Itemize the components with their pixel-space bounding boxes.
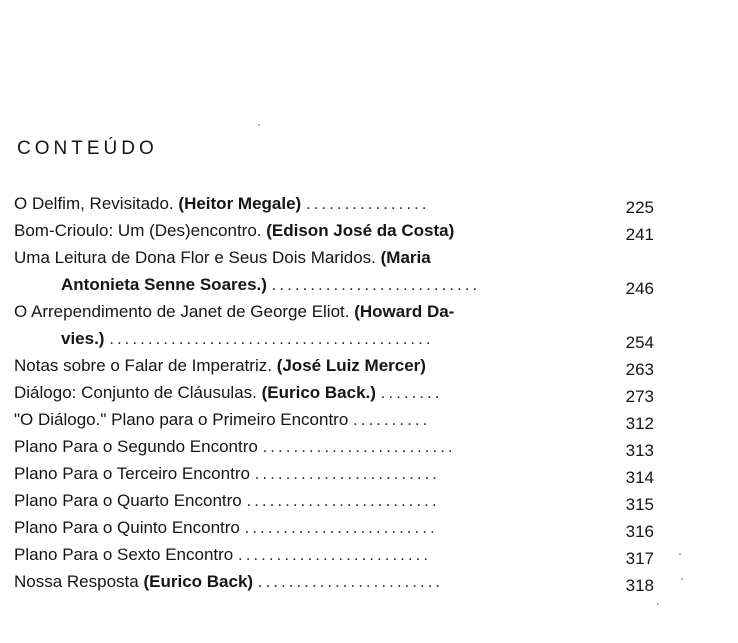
toc-entry (14, 460, 664, 487)
toc-entry (14, 190, 664, 217)
entry-title: Bom-Crioulo: Um (Des)encontro. (14, 221, 262, 240)
entry-page-number: 312 (625, 414, 654, 433)
entry-line (14, 487, 440, 514)
entry-page-number: 263 (625, 360, 654, 379)
entry-line (14, 568, 443, 595)
dot-leader: ........................... (271, 275, 481, 294)
toc-entry (14, 352, 664, 379)
dot-leader: .......................................... (109, 329, 434, 348)
entry-title: O Delfim, Revisitado. (14, 194, 174, 213)
entry-author-continued: Antonieta Senne Soares.) (61, 275, 267, 294)
entry-line (14, 352, 426, 379)
entry-page-number: 241 (625, 225, 654, 244)
entry-line (14, 406, 430, 433)
dot-leader: .......... (353, 410, 431, 429)
entry-page-number: 313 (625, 441, 654, 460)
entry-page-number: 246 (625, 279, 654, 298)
dot-leader: ................ (305, 194, 430, 213)
page-title: CONTEÚDO (17, 138, 158, 159)
entry-line (14, 244, 431, 271)
dot-leader: ......................... (262, 437, 456, 456)
scan-speck (657, 603, 659, 605)
entry-page-number: 314 (625, 468, 654, 487)
dot-leader: ......................... (244, 518, 438, 537)
toc-entry (14, 298, 664, 352)
entry-author: (José Luiz Mercer) (276, 356, 426, 375)
scan-speck (681, 578, 683, 580)
entry-line (14, 460, 440, 487)
entry-author: (Eurico Back.) (261, 383, 376, 402)
entry-line-continuation (61, 271, 480, 298)
toc-entry (14, 541, 664, 568)
entry-author: (Howard Da- (354, 302, 455, 321)
entry-author: (Maria (380, 248, 431, 267)
toc-entry (14, 244, 664, 298)
scan-speck (258, 124, 260, 126)
dot-leader: ........................ (257, 572, 444, 591)
entry-page-number: 273 (625, 387, 654, 406)
entry-page-number: 254 (625, 333, 654, 352)
toc-entry (14, 514, 664, 541)
entry-page-number: 317 (625, 549, 654, 568)
entry-line (14, 379, 442, 406)
entry-line (14, 298, 454, 325)
entry-line (14, 190, 430, 217)
entry-title: Notas sobre o Falar de Imperatriz. (14, 356, 272, 375)
entry-line-continuation (61, 325, 434, 352)
entry-page-number: 316 (625, 522, 654, 541)
entry-title: Plano Para o Quarto Encontro (14, 491, 242, 510)
entry-page-number: 318 (625, 576, 654, 595)
entry-author: (Eurico Back) (143, 572, 254, 591)
dot-leader: ......................... (237, 545, 432, 564)
entry-line (14, 433, 456, 460)
toc-entry (14, 217, 664, 244)
entry-author-continued: vies.) (61, 329, 105, 348)
entry-author: (Edison José da Costa) (266, 221, 455, 240)
entry-title: O Arrependimento de Janet de George Eliot. (14, 302, 350, 321)
entry-title: Diálogo: Conjunto de Cláusulas. (14, 383, 257, 402)
table-of-contents (14, 190, 664, 595)
entry-page-number: 315 (625, 495, 654, 514)
dot-leader: ........................ (254, 464, 441, 483)
toc-entry (14, 433, 664, 460)
toc-entry (14, 406, 664, 433)
toc-entry (14, 379, 664, 406)
entry-author: (Heitor Megale) (178, 194, 302, 213)
dot-leader: ......................... (246, 491, 440, 510)
entry-title: Uma Leitura de Dona Flor e Seus Dois Maridos. (14, 248, 376, 267)
entry-line (14, 541, 431, 568)
dot-leader: ........ (380, 383, 443, 402)
entry-line (14, 217, 454, 244)
toc-entry (14, 568, 664, 595)
entry-page-number: 225 (625, 198, 654, 217)
entry-line (14, 514, 438, 541)
toc-entry (14, 487, 664, 514)
entry-title: Plano Para o Segundo Encontro (14, 437, 258, 456)
entry-title: Plano Para o Terceiro Encontro (14, 464, 250, 483)
entry-title: Nossa Resposta (14, 572, 139, 591)
entry-title: Plano Para o Quinto Encontro (14, 518, 240, 537)
entry-title: Plano Para o Sexto Encontro (14, 545, 234, 564)
entry-title: "O Diálogo." Plano para o Primeiro Encontro (14, 410, 349, 429)
scan-speck (679, 553, 681, 555)
